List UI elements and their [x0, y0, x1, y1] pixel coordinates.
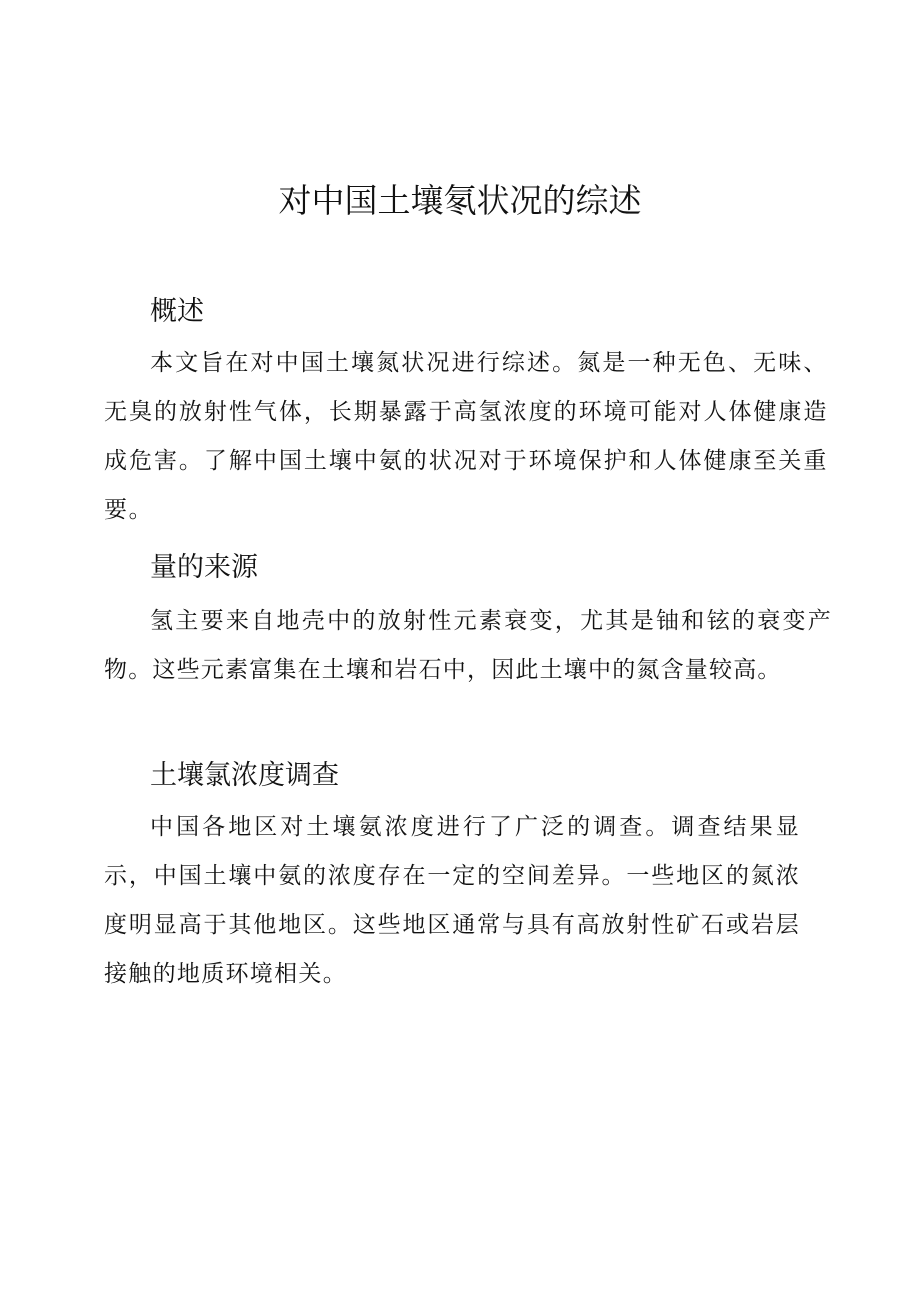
section-body-source: 氢主要来自地壳中的放射性元素衰变，尤其是铀和铉的衰变产物。这些元素富集在土壤和岩石中，因此土壤中的氮含量较高。	[104, 608, 832, 683]
section-heading-overview: 概述	[150, 296, 204, 327]
document-title: 对中国土壤氡状况的综述	[278, 181, 642, 220]
section-body-survey: 中国各地区对土壤氨浓度进行了广泛的调查。调查结果显示，中国土壤中氨的浓度存在一定的空间差异。一些地区的氮浓度明显高于其他地区。这些地区通常与具有高放射性矿石或岩层接触的地质环境相关。	[104, 814, 800, 987]
section-heading-source: 量的来源	[150, 552, 258, 583]
section-body-overview: 本文旨在对中国土壤氮状况进行综述。氮是一种无色、无味、无臭的放射性气体，长期暴露于高氢浓度的环境可能对人体健康造成危害。了解中国土壤中氨的状况对于环境保护和人体健康至关重要。	[104, 350, 828, 523]
section-heading-survey: 土壤氯浓度调查	[150, 760, 339, 791]
